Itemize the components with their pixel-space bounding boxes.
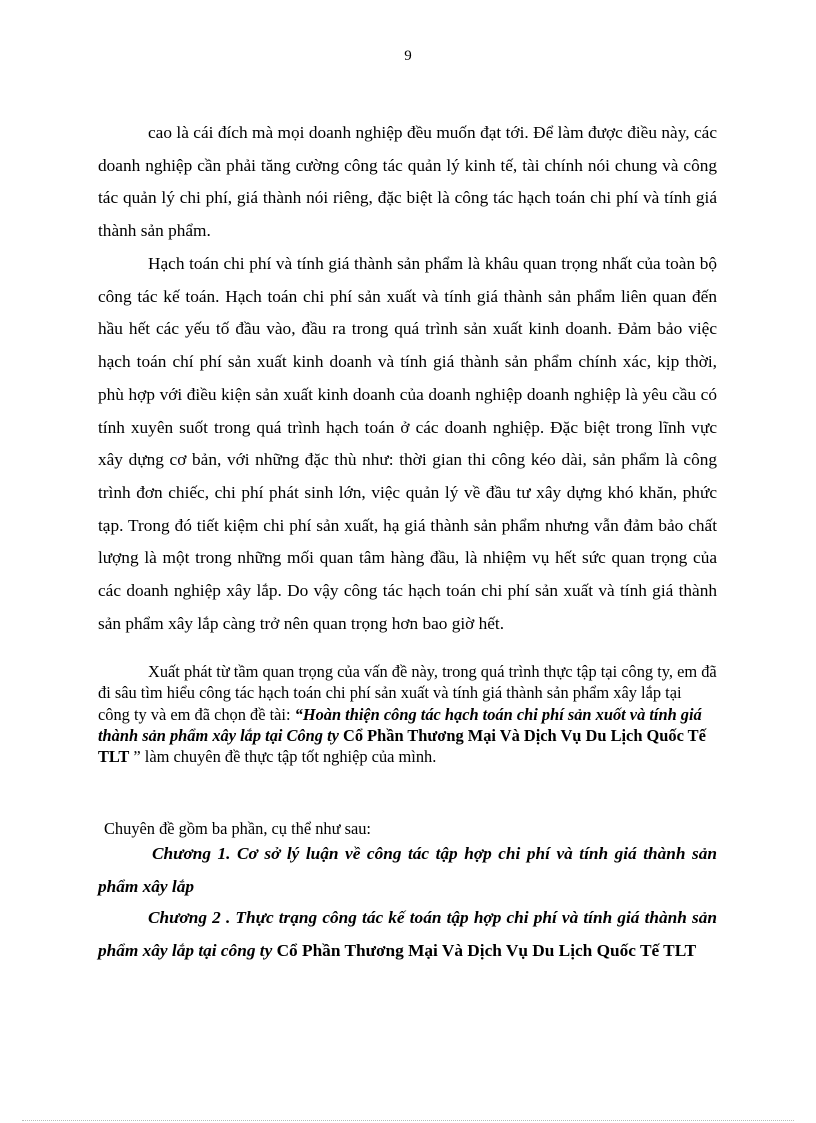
page-number: 9 — [404, 48, 412, 64]
company-name: Cổ Phần Thương Mại Và Dịch Vụ Du Lịch Quốc Tế TLT — [98, 725, 706, 767]
chapters-intro: Chuyên đề gồm ba phần, cụ thể như sau: — [104, 819, 371, 838]
paragraph-3-lead: Xuất phát từ tầm quan trọng của vấn đề này, trong quá trình thực tập tại công ty, em đã đi sâu tìm hiểu công tác hạch toán chi phí sản xuất và tính giá thành sản phẩm xây lắp tại công ty và em đã chọn đề tài: — [98, 662, 717, 724]
page-bottom-divider — [22, 1120, 794, 1121]
paragraph-1: cao là cái đích mà mọi doanh nghiệp đều muốn đạt tới. Để làm được điều này, các doanh nghiệp cần phải tăng cường công tác quản lý kinh tế, tài chính nói chung và công tác quản lý chi phí, giá thành nói riêng, đặc biệt là công tác hạch toán chi phí và tính giá thành sản phẩm. — [98, 123, 717, 241]
paragraph-3-tail: ” làm chuyên đề thực tập tốt nghiệp của mình. — [129, 747, 437, 767]
thesis-topic: “Hoàn thiện công tác hạch toán chi phí sản xuốt và tính giá thành sản phẩm xây lắp tại Công ty — [98, 704, 702, 745]
paragraph-2: Hạch toán chi phí và tính giá thành sản phẩm là khâu quan trọng nhất của toàn bộ công tác kế toán. Hạch toán chi phí sản xuất và tính giá thành sản phẩm liên quan đến hầu hết các yếu tố đầu vào, đầu ra trong quá trình sản xuất kinh doanh. Đảm bảo việc hạch toán chí phí sản xuất kinh doanh và tính giá thành sản phẩm chính xác, kịp thời, phù hợp với điều kiện sản xuất kinh doanh của doanh nghiệp doanh nghiệp là yêu cầu có tính xuyên suốt trong quá trình hạch toán ở các doanh nghiệp. Đặc biệt trong lĩnh vực xây dựng cơ bản, với những đặc thù như: thời gian thi công kéo dài, sản phẩm là công trình đơn chiếc, chi phí phát sinh lớn, việc quản lý về đầu tư xây dựng khó khăn, phức tạp. Trong đó tiết kiệm chi phí sản xuất, hạ giá thành sản phẩm nhưng vẫn đảm bảo chất lượng là một trong những mối quan tâm hàng đầu, là nhiệm vụ hết sức quan trọng của các doanh nghiệp xây lắp. Do vậy công tác hạch toán chi phí sản xuất và tính giá thành sản phẩm xây lắp càng trở nên quan trọng hơn bao giờ hết. — [98, 254, 717, 633]
chapter-2-title: Chương 2 . Thực trạng công tác kế toán tập hợp chi phí và tính giá thành sản phẩm xây lắp tại công ty — [98, 908, 717, 960]
chapter-2-company: Cổ Phần Thương Mại Và Dịch Vụ Du Lịch Quốc Tế TLT — [272, 940, 697, 960]
paragraph-3 — [98, 661, 717, 767]
chapter-2-heading — [98, 902, 717, 967]
chapter-1-heading: Chương 1. Cơ sở lý luận về công tác tập hợp chi phí và tính giá thành sản phẩm xây lắp — [98, 844, 717, 896]
